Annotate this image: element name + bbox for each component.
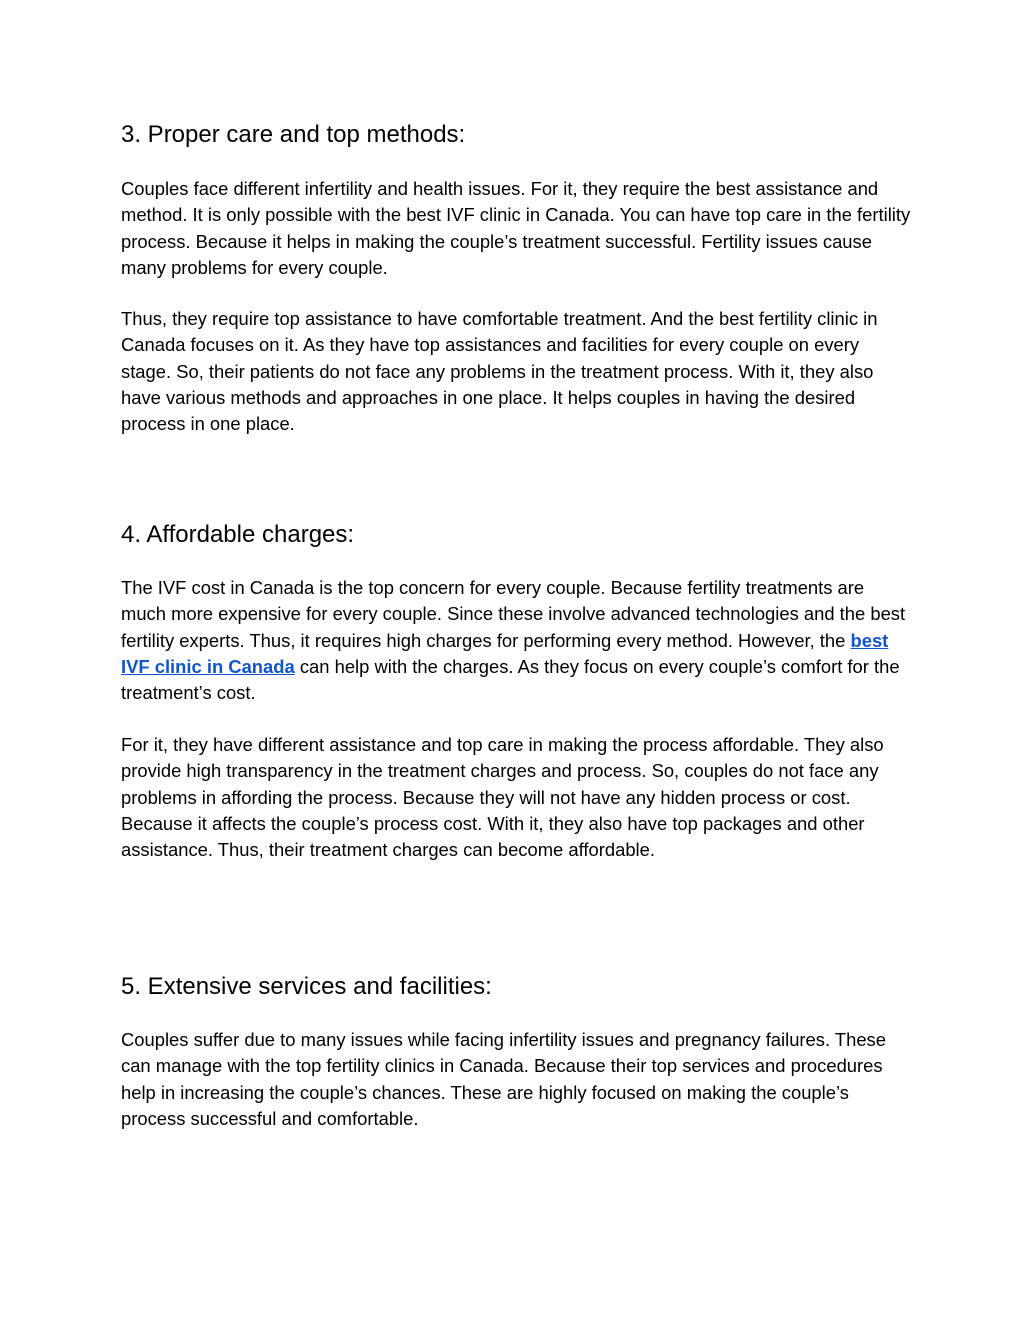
paragraph-text: can help with the charges. As they focus on every couple’s comfort for the treatment’s cost. [121,655,900,704]
paragraph-proper-care-2: Thus, they require top assistance to have comfortable treatment. And the best fertility clinic in Canada focuses on it. As they have top assistances and facilities for every couple on every stage. So, their patients do not face any problems in the treatment process. With it, they also have various methods and approaches in one place. It helps couples in having the desired process in one place. [121,308,878,435]
paragraph-affordable-charges-1 [121,575,911,706]
paragraph-affordable-charges-2: For it, they have different assistance and top care in making the process affordable. They also provide high transparency in the treatment charges and process. So, couples do not face any problems in affording the process. Because they will not have any hidden process or cost. Because it affects the couple’s process cost. With it, they also have top packages and other assistance. Thus, their treatment charges can become affordable. [121,734,884,861]
section-heading-extensive-services: 5. Extensive services and facilities: [121,973,492,1000]
paragraph-extensive-services-1: Couples suffer due to many issues while facing infertility issues and pregnancy failures. These can manage with the top fertility clinics in Canada. Because their top services and procedures help in increasing the couple’s chances. These are highly focused on making the couple’s process successful and comfortable. [121,1029,886,1129]
best-ivf-clinic-link[interactable]: best IVF clinic in Canada [121,629,889,677]
paragraph-text: The IVF cost in Canada is the top concern for every couple. Because fertility treatments are much more expensive for every couple. Since these involve advanced technologies and the best fertility experts. Thus, it requires high charges for performing every method. However, the [121,577,906,651]
paragraph-proper-care-1: Couples face different infertility and health issues. For it, they require the best assistance and method. It is only possible with the best IVF clinic in Canada. You can have top care in the fertility process. Because it helps in making the couple’s treatment successful. Fertility issues cause many problems for every couple. [121,178,911,278]
section-heading-affordable-charges: 4. Affordable charges: [121,521,355,548]
section-heading-proper-care: 3. Proper care and top methods: [121,121,466,148]
